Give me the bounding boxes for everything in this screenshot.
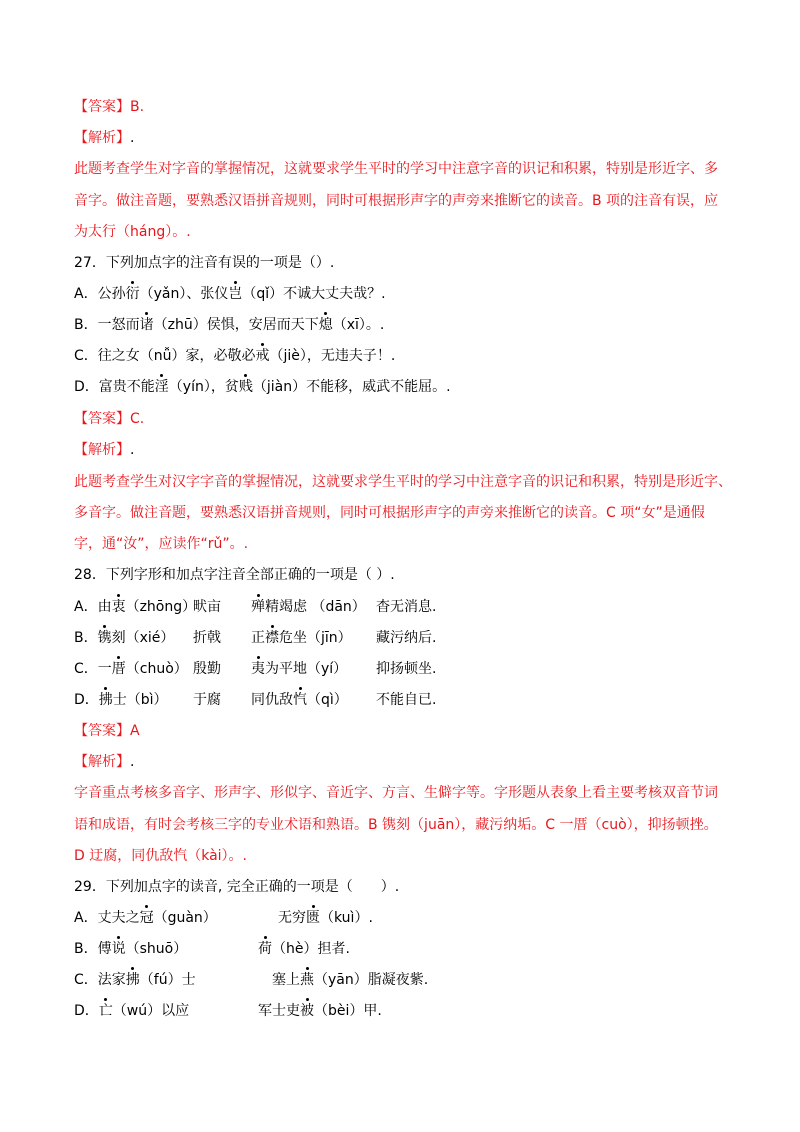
explanation-text: 为太行（háng）。. bbox=[74, 224, 191, 240]
q27-option-a: A．公孙衍（yǎn）、张仪岂（qǐ）不诚大丈夫哉？. bbox=[74, 286, 386, 302]
analysis-label: 【解析】 bbox=[74, 130, 130, 146]
q27-option-c: C．往之女（nǚ）家，必敬必戒（jiè），无违夫子！. bbox=[74, 348, 396, 364]
dotted-char: 燕 bbox=[300, 972, 314, 988]
dotted-char: 淫 bbox=[154, 379, 169, 395]
answer-line-1 bbox=[74, 97, 144, 117]
dotted-char: 诸 bbox=[139, 317, 154, 333]
analysis-line-28: 【解析】. bbox=[74, 754, 135, 770]
dotted-char: 冠 bbox=[139, 910, 154, 926]
dotted-char: 殚 bbox=[251, 599, 265, 615]
dotted-char: 镌 bbox=[97, 630, 112, 646]
explanation-text: 音字。做注音题，要熟悉汉语拼音规则，同时可根据形声字的声旁来推断它的读音。B 项的注音有误，应 bbox=[74, 193, 719, 209]
analysis-line-1: 【解析】. bbox=[74, 130, 135, 146]
dotted-char: 荷 bbox=[258, 941, 272, 957]
explanation-text: 此题考查学生对汉字字音的掌握情况，这就要求学生平时的学习中注意字音的识记和积累，特别是形近字、 bbox=[74, 474, 732, 490]
answer-line-28: 【答案】A bbox=[74, 723, 140, 739]
dotted-char: 衷 bbox=[111, 599, 126, 615]
dotted-char: 襟 bbox=[265, 630, 279, 646]
explanation-text: 字音重点考核多音字、形声字、形似字、音近字、方言、生僻字等。字形题从表象上看主要考核双音节词 bbox=[74, 785, 718, 801]
dotted-char: 忾 bbox=[293, 692, 307, 708]
explanation-text: 此题考查学生对字音的掌握情况，这就要求学生平时的学习中注意字音的识记和积累，特别是形近字、多 bbox=[74, 161, 718, 177]
dotted-char: 匮 bbox=[306, 910, 320, 926]
question-27-stem: 27．下列加点字的注音有误的一项是（）. bbox=[74, 255, 335, 271]
q27-option-d: D．富贵不能淫（yín），贫贱（jiàn）不能移，威武不能屈。. bbox=[74, 379, 451, 395]
question-28-stem: 28．下列字形和加点字注音全部正确的一项是（ ）. bbox=[74, 567, 395, 583]
dotted-char: 熄 bbox=[318, 317, 333, 333]
dotted-char: 夷 bbox=[251, 661, 265, 677]
question-29-stem: 29．下列加点字的读音, 完全正确的一项是（ ）. bbox=[74, 879, 400, 895]
document-page: 【答案】B. 【解析】. 此题考查学生对字音的掌握情况，这就要求学生平时的学习中注意字音的识记和积累，特别是形近字、多 音字。做注音题，要熟悉汉语拼音规则，同时可根据形声字的声旁来推断它的读音。B 项的注音有误，应 为太行（háng）。. 27．下列加点字的注音有误的一项是（）. A．公孙衍（yǎn）、张仪岂（qǐ）不诚大丈夫哉？. B．一怒而诸（zhū）侯惧，安居而天下熄（xī）。. C．往之女（nǚ）家，必敬必戒（jiè），无违夫子！. D．富贵不能淫（yín），贫贱（jiàn）不能移，威武不能屈。. 【答案】C. 【解析】. 此题考查学生对汉字字音的掌握情况，这就要求学生平时的学习中注意字音的识记和积累，特别是形近字、 多音字。做注音题，要熟悉汉语拼音规则，同时可根据形声字的声旁来推断它的读音。C 项“女”是通假 字，通“汝”，应读作“rǔ”。. 28．下列字形和加点字注音全部正确的一项是（ ）. A．由衷（zhōng） 畎亩 殚精竭虑 （dān） 杳无消息. B．镌刻（xié） 折戟 正襟危坐（jīn） 藏污纳后. C．一厝（chuò） 殷勤 夷为平地（yí） 抑扬顿坐. D．拂士（bì） 于腐 同仇敌忾（qì） 不能自已. 【答案】A 【解析】. 字音重点考核多音字、形声字、形似字、音近字、方言、生僻字等。字形题从表象上看主要考核双音节词 语和成语，有时会考核三字的专业术语和熟语。B 镌刻（juān），藏污纳垢。C 一厝（cuò），抑扬顿挫。 D 迂腐，同仇敌忾（kài）。. 29．下列加点字的读音, 完全正确的一项是（ ）. A．丈夫之冠（guàn） 无穷匮（kuì）. B．傅说（shuō） 荷（hè）担者. C．法家拂（fú）士 塞上燕（yān）脂凝夜紫. D．亡（wú）以应 军士吏被（bèi）甲. bbox=[74, 99, 732, 1019]
explanation-text: 语和成语，有时会考核三字的专业术语和熟语。B 镌刻（juān），藏污纳垢。C 一厝（cuò），抑扬顿挫。 bbox=[74, 817, 718, 833]
dotted-char: 说 bbox=[111, 941, 126, 957]
dotted-char: 戒 bbox=[255, 348, 270, 364]
answer-line-27: 【答案】C. bbox=[74, 411, 145, 427]
dotted-char: 衍 bbox=[125, 286, 140, 302]
dotted-char: 岂 bbox=[228, 286, 243, 302]
explanation-text: 字，通“汝”，应读作“rǔ”。. bbox=[74, 536, 249, 552]
answer-value: B. bbox=[130, 99, 145, 115]
dotted-char: 亡 bbox=[98, 1003, 113, 1019]
analysis-line-27: 【解析】. bbox=[74, 442, 135, 458]
explanation-text: 多音字。做注音题，要熟悉汉语拼音规则，同时可根据形声字的声旁来推断它的读音。C 项“女”是通假 bbox=[74, 505, 705, 521]
answer-label: 【答案】 bbox=[74, 99, 130, 115]
dotted-char: 拂 bbox=[125, 972, 140, 988]
q27-option-b: B．一怒而诸（zhū）侯惧，安居而天下熄（xī）。. bbox=[74, 317, 385, 333]
dotted-char: 厝 bbox=[111, 661, 126, 677]
dotted-char: 被 bbox=[300, 1003, 314, 1019]
explanation-text: D 迂腐，同仇敌忾（kài）。. bbox=[74, 848, 248, 864]
dotted-char: 贱 bbox=[238, 379, 253, 395]
dotted-char: 拂 bbox=[98, 692, 113, 708]
